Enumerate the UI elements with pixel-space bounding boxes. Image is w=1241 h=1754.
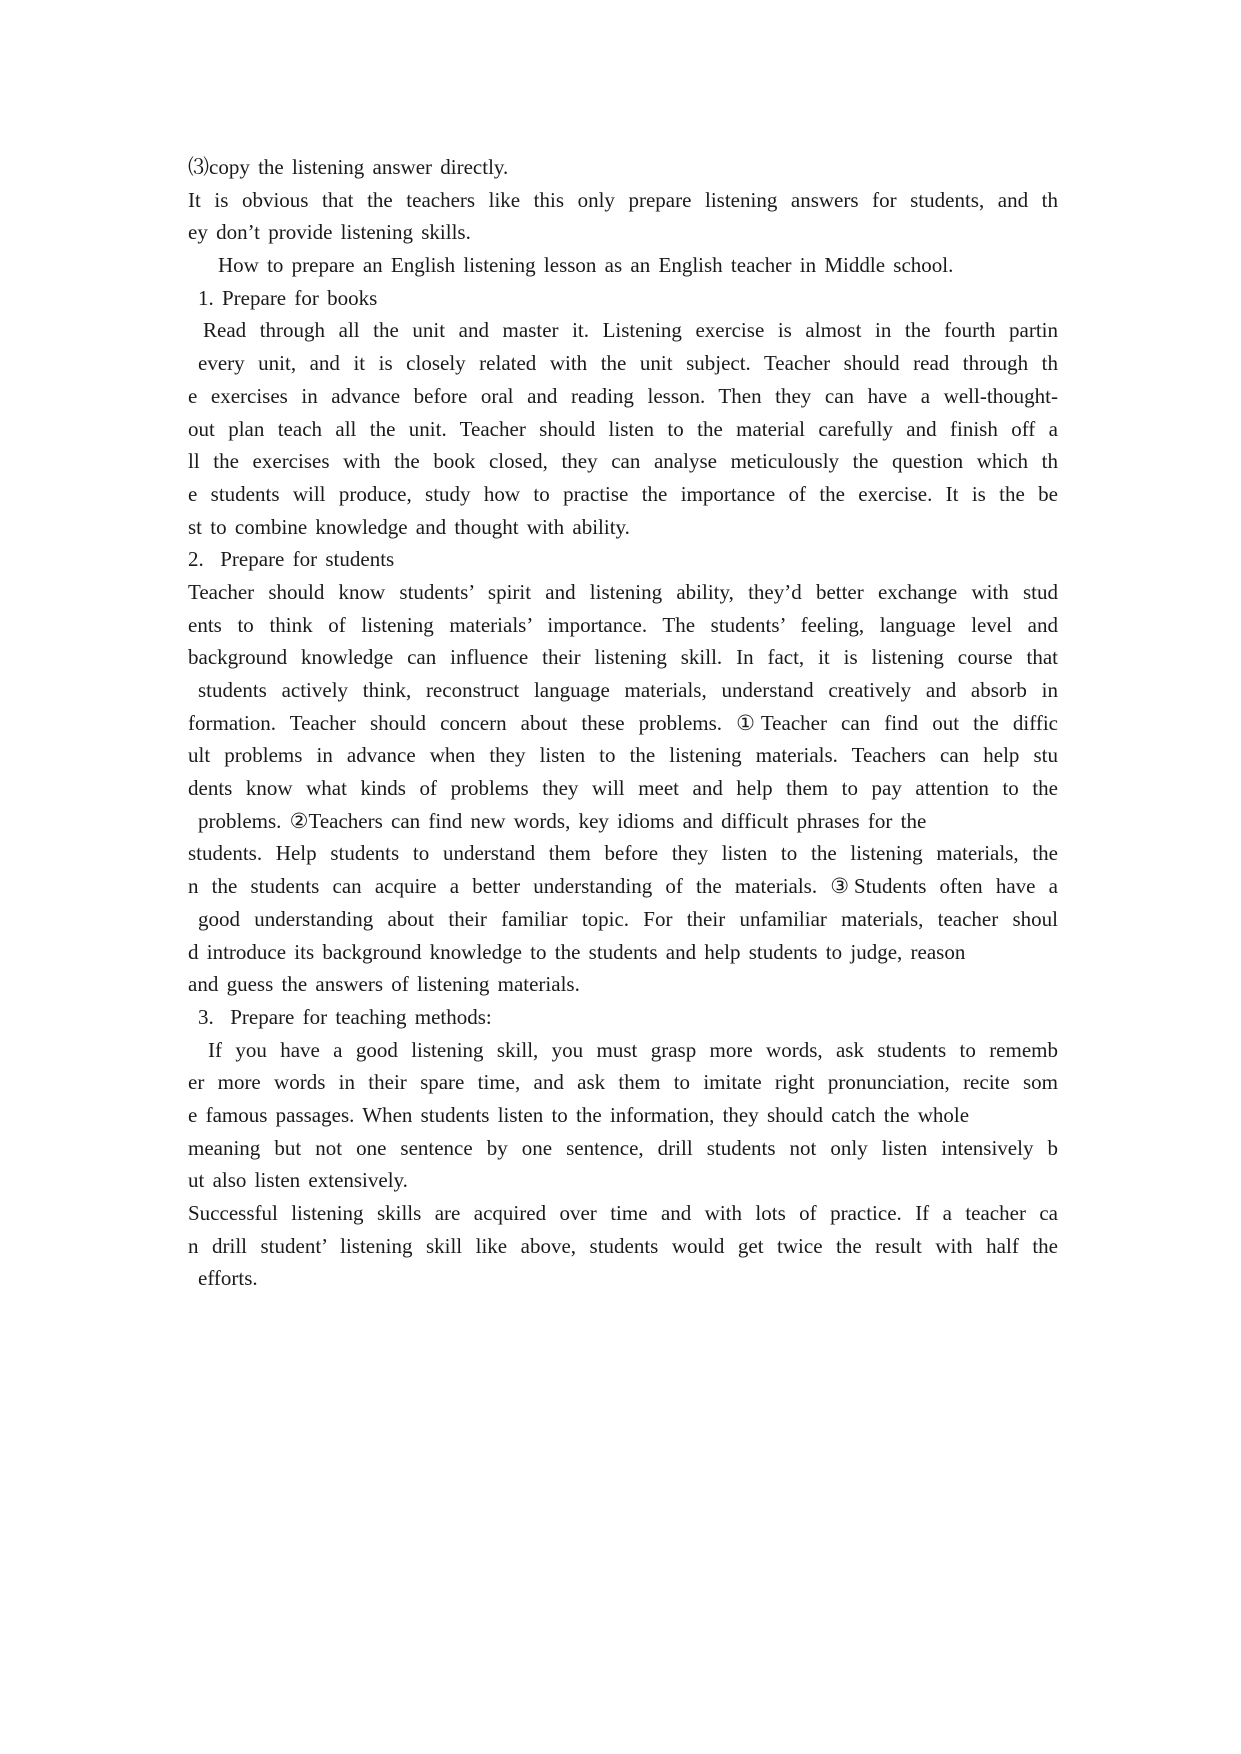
text-line: How to prepare an English listening lesson as an English teacher in Middle school. (218, 253, 954, 278)
text-line: students actively think, reconstruct language materials, understand creatively and absorb in (198, 678, 1058, 702)
text-line: ents to think of listening materials’ importance. The students’ feeling, language level and (188, 612, 1058, 637)
text-line: meaning but not one sentence by one sentence, drill students not only listen intensively b (188, 1135, 1058, 1160)
text-line: 2. Prepare for students (188, 547, 395, 572)
text-line: ⑶copy the listening answer directly. (188, 155, 509, 179)
text-line: n the students can acquire a better understanding of the materials. ③Students often have a (188, 874, 1058, 899)
text-line: ey don’t provide listening skills. (188, 220, 471, 245)
text-line: ll the exercises with the book closed, they can analyse meticulously the question which th (188, 449, 1058, 474)
text-line: out plan teach all the unit. Teacher should listen to the material carefully and finish off a (188, 416, 1058, 441)
text-line: If you have a good listening skill, you must grasp more words, ask students to rememb (208, 1037, 1058, 1062)
text-line: formation. Teacher should concern about these problems. ①Teacher can find out the diffic (188, 710, 1058, 735)
text-line: dents know what kinds of problems they will meet and help them to pay attention to the (188, 776, 1058, 801)
text-line: ut also listen extensively. (188, 1168, 408, 1193)
text-line: e exercises in advance before oral and reading lesson. Then they can have a well-thought- (188, 383, 1058, 408)
text-line: students. Help students to understand them before they listen to the listening materials, the (188, 841, 1058, 866)
text-line: background knowledge can influence their listening skill. In fact, it is listening course that (188, 645, 1058, 670)
text-line: 3. Prepare for teaching methods: (198, 1004, 492, 1029)
text-line: problems. ②Teachers can find new words, key idioms and difficult phrases for the (198, 808, 927, 833)
text-line: and guess the answers of listening materials. (188, 972, 580, 997)
text-line: every unit, and it is closely related with the unit subject. Teacher should read through th (198, 351, 1058, 376)
text-line: good understanding about their familiar topic. For their unfamiliar materials, teacher shoul (198, 906, 1058, 931)
text-line: Successful listening skills are acquired over time and with lots of practice. If a teacher ca (188, 1201, 1058, 1225)
text-line: e famous passages. When students listen to the information, they should catch the whole (188, 1102, 970, 1127)
text-line: efforts. (198, 1266, 258, 1291)
text-line: 1. Prepare for books (198, 285, 378, 310)
text-line: st to combine knowledge and thought with ability. (188, 514, 630, 539)
text-line: Read through all the unit and master it. Listening exercise is almost in the fourth partin (203, 318, 1058, 343)
text-line: It is obvious that the teachers like this only prepare listening answers for students, and th (188, 187, 1058, 212)
text-line: ult problems in advance when they listen to the listening materials. Teachers can help stu (188, 743, 1058, 768)
text-line: er more words in their spare time, and ask them to imitate right pronunciation, recite som (188, 1070, 1058, 1095)
text-line: d introduce its background knowledge to the students and help students to judge, reason (188, 939, 966, 964)
document-body (188, 151, 1058, 1295)
text-line: e students will produce, study how to practise the importance of the exercise. It is the be (188, 481, 1058, 506)
text-line: n drill student’ listening skill like above, students would get twice the result with half the (188, 1233, 1058, 1258)
text-line: Teacher should know students’ spirit and listening ability, they’d better exchange with stud (188, 579, 1058, 604)
